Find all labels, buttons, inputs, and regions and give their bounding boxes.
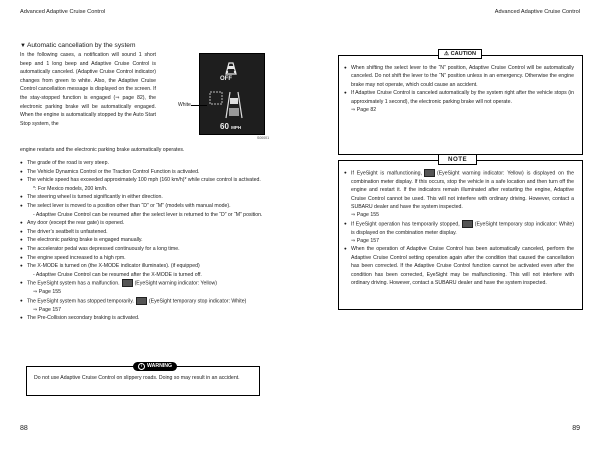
list-item: ● The EyeSight system has stopped temporarily. (EyeSight temporary stop indicator: White) ⇒ Page 157 — [20, 297, 320, 315]
list-item: ● If EyeSight is malfunctioning, (EyeSight warning indicator: Yellow) is displayed on the combination meter display. If this occurs, stop the vehicle in a safe location and then turn off the engine and restart it. If the indicators remain illuminated after restarting the engine, Adaptive Cruise Control cannot be used. This will not interfere with ordinary driving. However, contact a SUBARU dealer and have the system inspected. ⇒ Page 155 — [344, 169, 574, 220]
figure-code: S00001 — [257, 136, 270, 140]
list-item: ● The X-MODE is turned on (the X-MODE indicator illuminates). (if equipped) - Adaptive Cruise Control can be resumed after the X-MODE is turned off. — [20, 262, 320, 279]
section-intro: In the following cases, a notification will sound 1 short beep and 1 long beep and Adaptive Cruise Control is automatically canceled. (Adaptive Cruise Control indicator) changes from green to white. Also, the Adaptive Cruise Control cancellation message is displayed on the screen. If the stay-stopped function is engaged (⇒ page 82), the electronic parking brake will be automatically engaged. When the engine is automatically stopped by the Auto Start Stop system, the — [20, 52, 156, 127]
figure-callout-label: White — [178, 102, 191, 108]
eyesight-warning-icon — [424, 169, 435, 177]
section-title: ▼Automatic cancellation by the system — [20, 42, 136, 49]
list-item: ● When shifting the select lever to the “N” position, Adaptive Cruise Control will be automatically canceled. Do not shift the lever to the “N” position unless in an emergency. Otherwise the engine brake may not operate, which could cause an accident. — [344, 64, 574, 89]
eyesight-stop-icon — [136, 297, 147, 305]
list-item: ● If EyeSight operation has temporarily stopped, (EyeSight temporary stop indicator: White) is displayed on the combination meter display. ⇒ Page 157 — [344, 220, 574, 246]
cancellation-conditions-list — [20, 159, 320, 323]
list-item: ● The accelerator pedal was depressed continuously for a long time. — [20, 245, 320, 254]
acc-off-label: OFF — [220, 76, 232, 82]
list-item: ● The engine speed increased to a high rpm. — [20, 254, 320, 263]
caution-list — [344, 64, 574, 114]
note-label: NOTE — [438, 154, 477, 165]
caution-box — [338, 51, 583, 155]
list-item: ● The steering wheel is turned significantly in either direction. — [20, 193, 320, 202]
list-item: ● The grade of the road is very steep. — [20, 159, 320, 168]
list-item: ● The select lever is moved to a position other than “D” or “M” (models with manual mode). - Adaptive Cruise Control can be resumed after the select lever is returned to the “D” or “M” position. — [20, 202, 320, 219]
warning-box — [26, 363, 260, 396]
caution-label: ⚠ CAUTION — [438, 49, 482, 59]
list-item: ● The vehicle speed has exceeded approximately 100 mph (160 km/h)* while cruise control is activated. *: For Mexico models, 200 km/h. — [20, 176, 320, 193]
page-number-left: 88 — [20, 425, 28, 432]
eyesight-stop-icon — [462, 220, 473, 228]
page-number-right: 89 — [572, 425, 580, 432]
triangle-marker-icon: ▼ — [20, 43, 26, 49]
caution-triangle-icon: ⚠ — [444, 51, 450, 57]
list-item: ● The Pre-Collision secondary braking is activated. — [20, 314, 320, 323]
figure-callout-line — [191, 105, 207, 106]
note-box — [338, 156, 583, 310]
eyesight-warning-icon — [122, 279, 133, 287]
list-item: ● The electronic parking brake is engaged manually. — [20, 236, 320, 245]
list-item: ● When the operation of Adaptive Cruise Control has been automatically canceled, perform the Adaptive Cruise Control setting operation again after the condition that caused the cancellation has been corrected. If the Adaptive Cruise Control function cannot be activated even after the condition has been corrected, EyeSight may be malfunctioning. This will not interfere with ordinary driving. However, contact a SUBARU dealer and have the system inspected. — [344, 245, 574, 287]
warning-label: ! WARNING — [133, 362, 177, 371]
list-item: ● The EyeSight system has a malfunction. (EyeSight warning indicator: Yellow) ⇒ Page 155 — [20, 279, 320, 297]
meter-display-figure — [199, 53, 265, 135]
page-header-right: Advanced Adaptive Cruise Control — [494, 9, 580, 15]
list-item: ● The Vehicle Dynamics Control or the Traction Control Function is activated. — [20, 168, 320, 177]
set-speed-readout: 60 MPH — [220, 122, 242, 131]
warning-icon: ! — [138, 363, 145, 370]
section-intro-tail: engine restarts and the electronic parking brake automatically operates. — [20, 147, 185, 153]
warning-text: Do not use Adaptive Cruise Control on slippery roads. Doing so may result in an accident. — [34, 375, 240, 381]
road-graphic-icon — [208, 90, 256, 120]
list-item: ● The driver’s seatbelt is unfastened. — [20, 228, 320, 237]
page-header-left: Advanced Adaptive Cruise Control — [20, 9, 106, 15]
acc-indicator-icon — [222, 60, 240, 76]
list-item: ● Any door (except the rear gate) is opened. — [20, 219, 320, 228]
note-list — [344, 169, 574, 287]
list-item: ● If Adaptive Cruise Control is canceled automatically by the system right after the vehicle stops (in approximately 1 second), the electronic parking brake will not operate. ⇒ Page 82 — [344, 89, 574, 114]
